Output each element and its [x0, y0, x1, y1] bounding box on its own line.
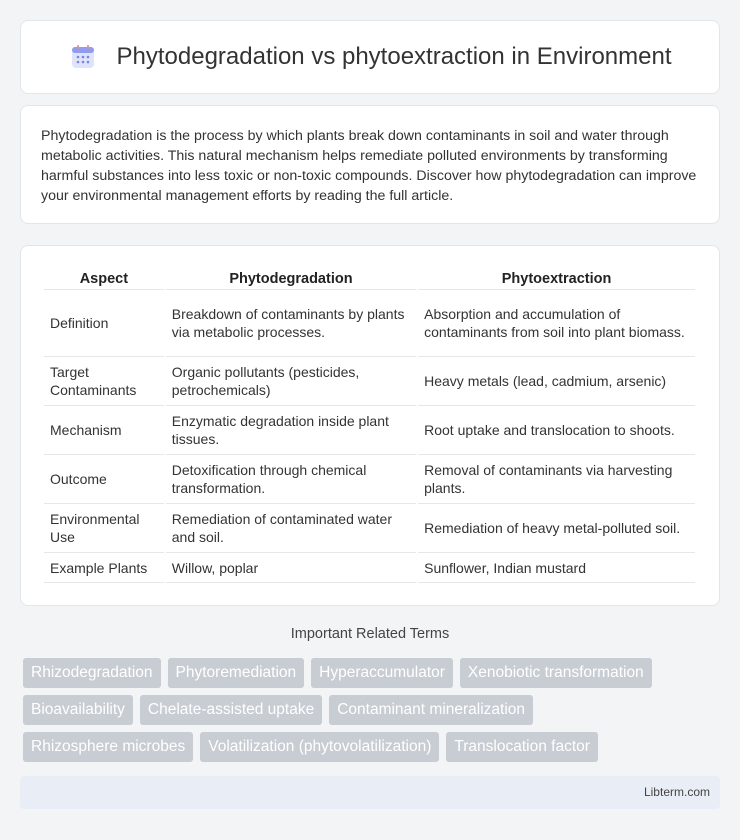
- table-header-row: [44, 266, 695, 290]
- table-cell: Breakdown of contaminants by plants via metabolic processes.: [166, 290, 416, 357]
- intro-text: Phytodegradation is the process by which plants break down contaminants in soil and water through metabolic activities. This natural mechanism helps remediate polluted environments by transforming harmful substances into less toxic or non-toxic compounds. Discover how phytodegradation can improve your environmental management efforts by reading the full article.: [41, 128, 697, 204]
- table-cell: Removal of contaminants via harvesting plants.: [418, 455, 695, 504]
- table-row: [44, 290, 695, 357]
- table-cell: Sunflower, Indian mustard: [418, 553, 695, 583]
- table-cell: Heavy metals (lead, cadmium, arsenic): [418, 357, 695, 406]
- table-row: [44, 455, 695, 504]
- tag-rhizodegradation[interactable]: Rhizodegradation: [23, 658, 161, 688]
- tag-hyperaccumulator[interactable]: Hyperaccumulator: [311, 658, 453, 688]
- column-header-phytoextraction: Phytoextraction: [418, 266, 695, 290]
- related-terms-list: [23, 658, 723, 769]
- column-header-phytodegradation: Phytodegradation: [166, 266, 416, 290]
- tag-bioavailability[interactable]: Bioavailability: [23, 695, 133, 725]
- table-row: [44, 357, 695, 406]
- tag-chelate-assisted-uptake[interactable]: Chelate-assisted uptake: [140, 695, 322, 725]
- table-cell: Detoxification through chemical transformation.: [166, 455, 416, 504]
- table-cell: Enzymatic degradation inside plant tissues.: [166, 406, 416, 455]
- comparison-card: [20, 245, 720, 606]
- tag-translocation-factor[interactable]: Translocation factor: [446, 732, 598, 762]
- table-cell: Remediation of contaminated water and soil.: [166, 504, 416, 553]
- table-row: [44, 406, 695, 455]
- footer: [20, 776, 720, 809]
- tag-volatilization[interactable]: Volatilization (phytovolatilization): [200, 732, 439, 762]
- calendar-grid-icon: [69, 43, 97, 71]
- tag-contaminant-mineralization[interactable]: Contaminant mineralization: [329, 695, 533, 725]
- tag-row: [23, 658, 723, 688]
- related-terms-title: Important Related Terms: [290, 626, 450, 642]
- column-header-aspect: Aspect: [44, 266, 164, 290]
- table-row: [44, 553, 695, 583]
- table-cell: Root uptake and translocation to shoots.: [418, 406, 695, 455]
- tag-rhizosphere-microbes[interactable]: Rhizosphere microbes: [23, 732, 193, 762]
- table-cell-aspect: Environmental Use: [44, 504, 164, 553]
- tag-phytoremediation[interactable]: Phytoremediation: [168, 658, 305, 688]
- table-row: [44, 504, 695, 553]
- footer-site-link[interactable]: Libterm.com: [643, 785, 710, 799]
- table-cell-aspect: Mechanism: [44, 406, 164, 455]
- table-cell-aspect: Definition: [44, 290, 164, 357]
- tag-xenobiotic-transformation[interactable]: Xenobiotic transformation: [460, 658, 652, 688]
- table-cell: Remediation of heavy metal-polluted soil.: [418, 504, 695, 553]
- table-cell: Absorption and accumulation of contaminants from soil into plant biomass.: [418, 290, 695, 357]
- table-cell-aspect: Target Contaminants: [44, 357, 164, 406]
- header-card: [20, 20, 720, 94]
- table-cell-aspect: Example Plants: [44, 553, 164, 583]
- table-cell: Willow, poplar: [166, 553, 416, 583]
- intro-card: [20, 105, 720, 224]
- tag-row: [23, 695, 723, 725]
- page-title: Phytodegradation vs phytoextraction in Environment: [116, 43, 672, 70]
- tag-row: [23, 732, 723, 762]
- table-cell-aspect: Outcome: [44, 455, 164, 504]
- comparison-table: [42, 266, 697, 583]
- table-cell: Organic pollutants (pesticides, petrochemicals): [166, 357, 416, 406]
